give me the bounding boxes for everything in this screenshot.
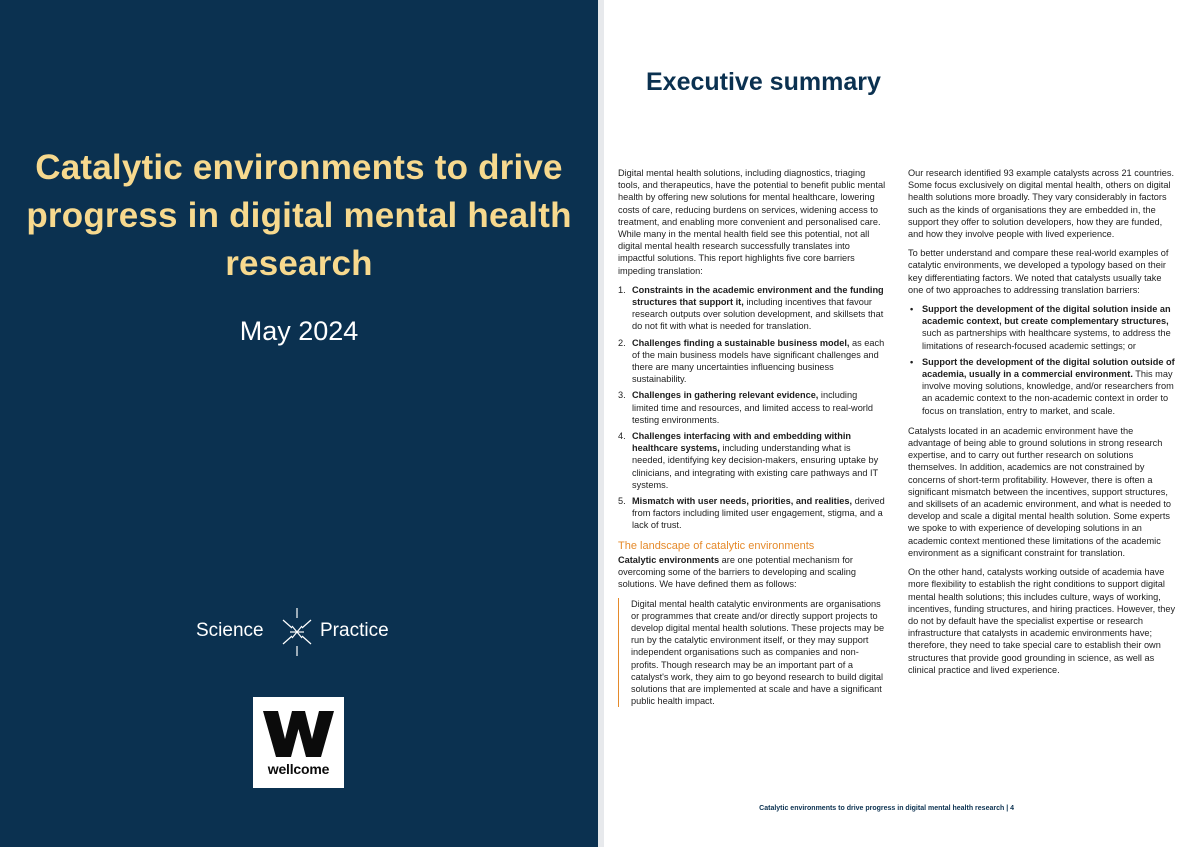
approach-title: Support the development of the digital solution inside an academic context, but create complementary structures, [922, 304, 1171, 327]
barrier-item [618, 337, 886, 386]
science-practice-logo-left: Science [196, 620, 264, 641]
barrier-title: Challenges finding a sustainable business model, [632, 337, 850, 348]
science-practice-logo [196, 606, 406, 658]
approach-item [908, 303, 1176, 352]
definition-quote: Digital mental health catalytic environments are organisations or programmes that create and/or directly support projects to develop digital mental health solutions. These projects may be run by the catalytic environment itself, or they may support independent organisations such as companies and non-profits. Though research may be an important part of a catalyst's work, they aim to go beyond research to build digital solutions that are implemented at scale and have a significant public health impact. [618, 598, 886, 708]
barrier-title: Challenges in gathering relevant evidence, [632, 390, 819, 401]
barriers-list [618, 284, 886, 532]
landscape-text: are one potential mechanism for overcoming some of the barriers to developing and scaling solutions. We have defined them as follows: [618, 554, 856, 590]
intro-paragraph: Digital mental health solutions, including diagnostics, triaging tools, and therapeutics, have the potential to benefit public mental health by offering new solutions for mental healthcare, lowering costs of care, reducing burdens on services, widening access to treatment, and enabling more convenient and personalised care. While many in the mental health field see this potential, not all digital mental health research successfully translates into impactful solutions. This report highlights five core barriers impeding translation: [618, 168, 886, 276]
bullet-icon: • [910, 356, 914, 367]
barrier-title: Constraints in the academic environment and the funding structures that support it, [632, 284, 884, 308]
cover-title: Catalytic environments to drive progress in digital mental health research [26, 148, 572, 283]
approach-text: such as partnerships with healthcare systems, to address the limitations of research-focused academic settings; or [922, 328, 1171, 351]
barrier-text: including limited time and resources, and limited access to real-world testing environments. [632, 390, 874, 425]
approaches-list [908, 303, 1176, 417]
wellcome-w-icon [261, 707, 336, 761]
barrier-number: 4. [618, 431, 626, 442]
non-academic-paragraph: On the other hand, catalysts working outside of academia have more flexibility to establish the right conditions to support digital mental health solutions; this includes culture, ways of working, incentives, funding structures, and hiring practices. However, they do not by default have the specialist expertise or research infrastructure that catalysts in academic environments have; therefore, they need to take special care to establish their own structures that provide good grounding in science, as well as clinical practice and lived experience. [908, 567, 1176, 675]
approach-item [908, 356, 1176, 417]
approach-text: This may involve moving solutions, knowledge, and/or researchers from an academic context to the non-academic context in order to focus on translation, entry to market, and scale. [922, 369, 1174, 416]
right-column [908, 167, 1176, 683]
report-cover [0, 0, 598, 847]
barrier-item [618, 284, 886, 333]
barrier-title: Mismatch with user needs, priorities, and realities, [632, 496, 853, 507]
science-practice-logo-right: Practice [320, 620, 389, 641]
science-practice-mark-icon [280, 606, 314, 658]
approach-title: Support the development of the digital solution outside of academia, usually in a commercial environment. [922, 356, 1175, 380]
page-title: Executive summary [646, 68, 881, 96]
academic-paragraph: Catalysts located in an academic environment have the advantage of being able to ground solutions in strong research expertise, and to carry out further research on solutions themselves. In addition, academics are not constrained by concerns of short-term profitability. However, there is often a significant mismatch between the incentives, support structures, and skillsets of an academic environment, and what is needed to develop and scale a digital mental health solution. Some experts we spoke to with experience of developing solutions in an academic context mentioned these limitations of the academic environment as a significant constraint for translation. [908, 425, 1172, 558]
barrier-text: including understanding what is needed, identifying key decision-makers, ensuring uptake by clinicians, and integrating with existing care pathways and IT systems. [632, 443, 879, 490]
landscape-paragraph [618, 554, 886, 591]
barrier-title: Challenges interfacing with and embedding within healthcare systems, [632, 431, 851, 454]
cover-date: May 2024 [239, 316, 359, 346]
barrier-item [618, 495, 886, 532]
barrier-item [618, 389, 886, 426]
barrier-text: including incentives that favour research outputs over solution development, and skillsets that do not fit with what is needed for translation. [632, 297, 884, 332]
barrier-text: as each of the main business models have significant challenges and there are many uncertainties influencing business sustainability. [632, 337, 885, 385]
research-paragraph: Our research identified 93 example catalysts across 21 countries. Some focus exclusively on digital mental health, others on digital health solutions more broadly. They vary considerably in factors such as the kinds of organisations they are embedded in, the support they offer to solution developers, how they are funded, and how they involve people with lived experience. [908, 168, 1175, 240]
typology-paragraph: To better understand and compare these real-world examples of catalytic environments, we developed a typology based on their key differentiating factors. We noted that catalysts usually take one of two approaches to addressing translation barriers: [908, 248, 1169, 295]
executive-summary-page [604, 0, 1200, 847]
landscape-heading: The landscape of catalytic environments [618, 539, 815, 552]
left-column [618, 167, 886, 714]
barrier-number: 1. [618, 284, 626, 295]
barrier-text: derived from factors including limited user engagement, stigma, and a lack of trust. [632, 496, 885, 531]
wellcome-logo [253, 697, 344, 788]
barrier-number: 2. [618, 337, 626, 348]
bullet-icon: • [910, 304, 914, 315]
landscape-term: Catalytic environments [618, 554, 720, 565]
page-footer: Catalytic environments to drive progress in digital mental health research | 4 [759, 805, 1014, 812]
barrier-number: 5. [618, 496, 626, 507]
barrier-item [618, 430, 886, 491]
barrier-number: 3. [618, 390, 626, 401]
wellcome-wordmark: wellcome [267, 761, 330, 777]
